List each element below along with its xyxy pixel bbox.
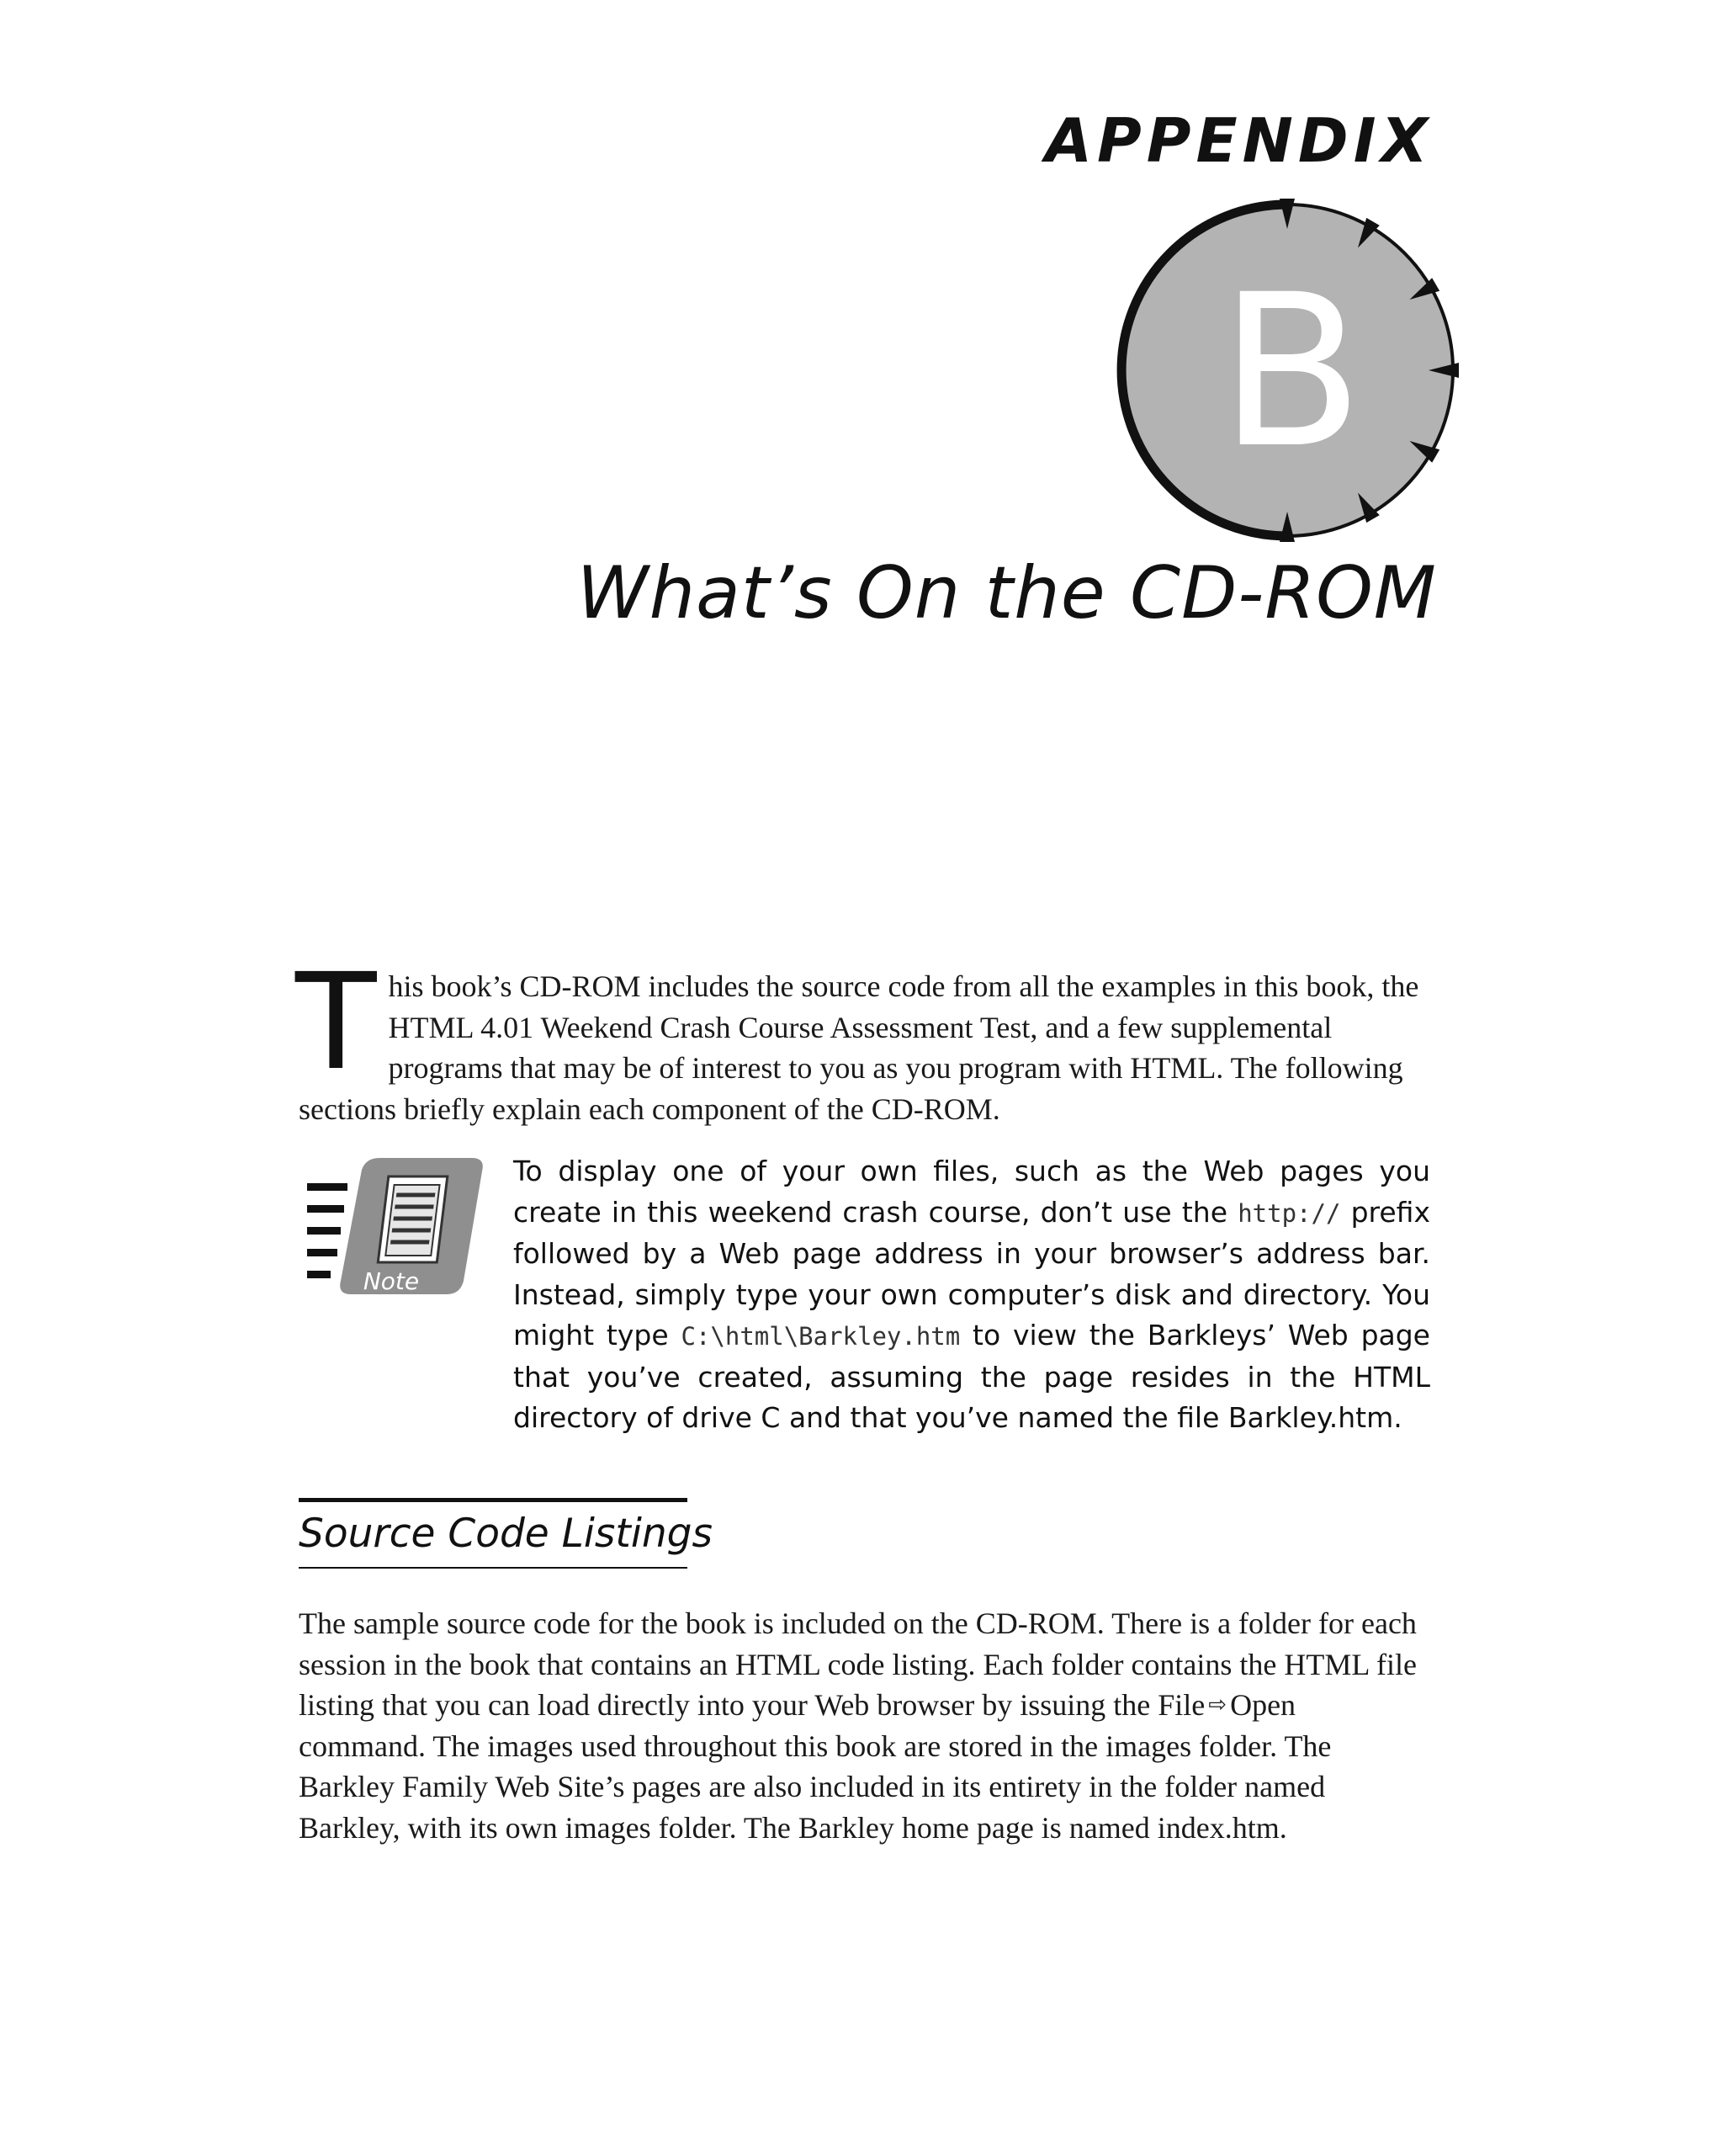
intro-text: his book’s CD-ROM includes the source code from all the examples in this book, the HTML 4.01 Weekend Crash Course Assessment Test, and a few supplemental programs that may be of interest to you as you program with HTML. The following sections briefly explain each component of the CD-ROM. <box>299 969 1419 1126</box>
paragraph-text: The sample source code for the book is included on the CD-ROM. There is a folder for each session in the book that contains an HTML code listing. Each folder contains the HTML file listing that you can load directly into your Web browser by issuing the File <box>299 1606 1418 1722</box>
intro-paragraph <box>295 945 1426 1129</box>
code-http-prefix: http:// <box>1238 1198 1341 1228</box>
menu-arrow-icon: ⇨ <box>1208 1692 1227 1718</box>
note-text <box>513 1151 1430 1439</box>
section-rule <box>299 1498 687 1502</box>
section-underline <box>299 1567 687 1569</box>
appendix-badge <box>1111 194 1464 547</box>
note-text-part: to view the Barkleys’ Web page that you’ve created, assuming the page resides in the HTML directory of drive C and that you’ve named the file Barkley.htm. <box>513 1319 1430 1434</box>
chapter-title: What’s On the CD-ROM <box>576 551 1437 635</box>
code-file-path: C:\html\Barkley.htm <box>681 1322 961 1351</box>
drop-cap: T <box>295 945 377 1100</box>
appendix-label: APPENDIX <box>1045 105 1433 176</box>
note-text-part: To display one of your own files, such as the Web pages you create in this weekend crash course, don’t use the <box>513 1155 1430 1229</box>
note-text-part: prefix followed by a Web page address in your browser’s address bar. Instead, simply type your own computer’s disk and directory. You might type <box>513 1195 1431 1351</box>
paragraph-text: Open command. The images used throughout this book are stored in the images folder. The Barkley Family Web Site’s pages are also included in its entirety in the folder named Barkley, with its own images folder. The Barkley home page is named index.htm. <box>299 1688 1332 1845</box>
note-icon <box>299 1155 488 1302</box>
appendix-letter: B <box>1219 249 1364 494</box>
source-code-paragraph <box>299 1603 1426 1848</box>
note-icon-label: Note <box>363 1267 420 1295</box>
section-heading: Source Code Listings <box>299 1511 713 1557</box>
